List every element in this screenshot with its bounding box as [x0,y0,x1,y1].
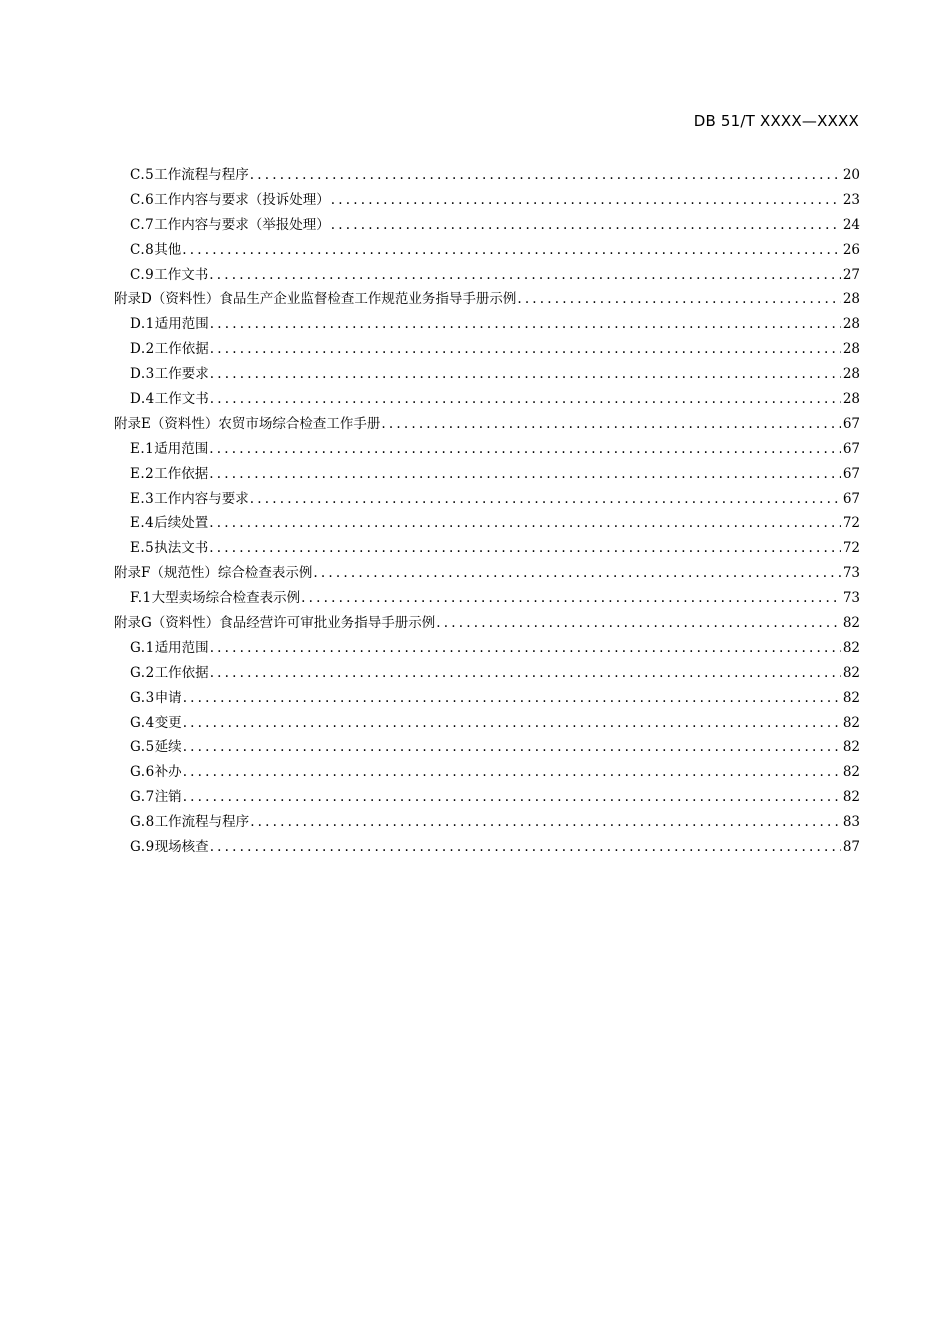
toc-entry[interactable] [114,263,860,288]
toc-annex-entry[interactable] [114,287,860,312]
toc-page-number: 82 [842,714,860,731]
toc-dot-leader [301,586,841,611]
toc-entry[interactable] [114,785,860,810]
toc-entry[interactable] [114,238,860,263]
toc-entry-title: 适用范围 [154,440,209,457]
toc-dot-leader [331,188,841,213]
toc-dot-leader [209,511,841,536]
toc-page-number: 72 [842,540,860,557]
toc-entry-title: 食品生产企业监督检查工作规范业务指导手册示例 [219,291,517,308]
toc-dot-leader [210,636,841,661]
toc-annex-label: 附录G（资料性） [114,615,220,632]
toc-entry[interactable] [114,487,860,512]
toc-entry-title: 工作内容与要求 [154,490,249,507]
toc-entry-title: 工作依据 [154,341,209,358]
toc-page-number: 82 [842,789,860,806]
toc-dot-leader [209,462,841,487]
toc-entry-number: D.2 [130,341,155,358]
toc-entry[interactable] [114,188,860,213]
toc-entry-number: G.2 [130,664,155,681]
toc-entry-number: E.2 [130,465,155,482]
toc-page-number: 20 [842,167,860,183]
toc-page-number: 82 [842,739,860,756]
toc-entry-title: 工作文书 [154,266,209,283]
toc-entry-title: 其他 [154,241,182,258]
toc-page-number: 67 [842,465,860,482]
toc-page-number: 82 [842,689,860,706]
toc-page-number: 28 [842,366,860,383]
toc-entry[interactable] [114,735,860,760]
toc-page-number: 67 [842,490,860,507]
toc-page-number: 82 [842,664,860,681]
toc-dot-leader [183,735,841,760]
toc-entry-number: G.1 [130,639,155,656]
toc-entry[interactable] [114,810,860,835]
toc-entry[interactable] [114,387,860,412]
toc-entry-title: 工作内容与要求（投诉处理） [154,191,330,208]
toc-dot-leader [183,785,841,810]
toc-page-number: 26 [842,241,860,258]
toc-entry-number: E.5 [130,540,155,557]
toc-annex-label: 附录F（规范性） [114,565,218,582]
toc-dot-leader [313,561,840,586]
toc-entry-number: G.8 [130,814,155,831]
toc-entry[interactable] [114,636,860,661]
toc-entry-title: 后续处置 [154,515,209,532]
toc-entry-number: D.4 [130,391,155,408]
toc-dot-leader [250,810,841,835]
toc-page-number: 82 [842,639,860,656]
toc-entry-title: 现场核查 [154,839,209,856]
toc-entry-title: 食品经营许可审批业务指导手册示例 [219,615,436,632]
toc-dot-leader [183,711,841,736]
toc-entry-number: E.4 [130,515,155,532]
toc-entry-number: D.3 [130,366,155,383]
toc-dot-leader [182,238,841,263]
toc-entry[interactable] [114,437,860,462]
toc-page-number: 73 [842,565,860,582]
toc-entry-title: 注销 [154,789,182,806]
toc-entry[interactable] [114,661,860,686]
toc-page-number: 23 [842,191,860,208]
toc-entry-number: C.6 [130,191,155,208]
toc-entry-number: C.9 [130,266,155,283]
toc-entry-title: 大型卖场综合检查表示例 [151,590,301,607]
toc-entry[interactable] [114,586,860,611]
toc-entry-number: E.1 [130,440,155,457]
toc-annex-entry[interactable] [114,412,860,437]
toc-entry-title: 工作文书 [154,391,209,408]
toc-page-number: 24 [842,216,860,233]
toc-page-number: 73 [842,590,860,607]
toc-dot-leader [209,437,841,462]
toc-entry[interactable] [114,362,860,387]
toc-entry-number: G.5 [130,739,155,756]
toc-entry[interactable] [114,835,860,860]
toc-entry-number: G.7 [130,789,155,806]
toc-entry-number: C.5 [130,167,155,183]
toc-entry-title: 工作流程与程序 [154,167,249,183]
toc-entry-number: G.3 [130,689,155,706]
toc-entry-title: 农贸市场综合检查工作手册 [218,415,381,432]
toc-entry-number: C.7 [130,216,155,233]
toc-annex-entry[interactable] [114,611,860,636]
toc-dot-leader [210,362,841,387]
toc-dot-leader [517,287,840,312]
toc-entry[interactable] [114,462,860,487]
toc-entry[interactable] [114,213,860,238]
toc-entry-title: 执法文书 [154,540,209,557]
toc-entry-title: 补办 [154,764,182,781]
toc-entry-number: G.6 [130,764,155,781]
document-code-header: DB 51/T XXXX—XXXX [693,112,859,130]
toc-entry-title: 适用范围 [154,316,209,333]
toc-page-number: 82 [842,615,860,632]
toc-entry-title: 变更 [154,714,182,731]
toc-dot-leader [250,487,841,512]
toc-entry-title: 工作要求 [154,366,209,383]
toc-entry[interactable] [114,511,860,536]
toc-entry-title: 综合检查表示例 [217,565,313,582]
toc-entry[interactable] [114,686,860,711]
toc-entry-title: 申请 [154,689,182,706]
toc-page-number: 28 [842,341,860,358]
toc-dot-leader [183,760,841,785]
toc-entry-number: D.1 [130,316,155,333]
toc-annex-entry[interactable] [114,561,860,586]
toc-entry[interactable] [114,536,860,561]
toc-dot-leader [210,312,841,337]
toc-dot-leader [209,536,841,561]
toc-dot-leader [436,611,841,636]
toc-entry-number: G.9 [130,839,155,856]
toc-entry-title: 工作依据 [154,664,209,681]
toc-page-number: 67 [842,440,860,457]
toc-page-number: 87 [842,839,860,856]
toc-dot-leader [210,661,841,686]
toc-dot-leader [209,263,841,288]
table-of-contents [114,163,860,860]
toc-dot-leader [331,213,841,238]
toc-page-number: 28 [842,316,860,333]
toc-entry[interactable] [114,760,860,785]
toc-annex-label: 附录D（资料性） [114,291,220,308]
toc-entry[interactable] [114,337,860,362]
toc-entry-title: 工作依据 [154,465,209,482]
toc-dot-leader [210,387,841,412]
toc-dot-leader [210,337,841,362]
toc-page-number: 72 [842,515,860,532]
toc-entry[interactable] [114,312,860,337]
toc-entry-number: E.3 [130,490,155,507]
toc-page-number: 27 [842,266,860,283]
toc-dot-leader [183,686,841,711]
toc-dot-leader [381,412,840,437]
toc-page-number: 28 [842,391,860,408]
toc-entry-number: G.4 [130,714,155,731]
toc-dot-leader [250,163,841,188]
toc-annex-label: 附录E（资料性） [114,415,219,432]
toc-entry-number: F.1 [130,590,152,607]
toc-entry-number: C.8 [130,241,155,258]
toc-entry[interactable] [114,711,860,736]
toc-entry-title: 工作内容与要求（举报处理） [154,216,330,233]
toc-dot-leader [210,835,841,860]
toc-page-number: 83 [842,814,860,831]
toc-page-number: 67 [842,415,860,432]
toc-entry-title: 适用范围 [154,639,209,656]
toc-page-number: 82 [842,764,860,781]
toc-entry-title: 延续 [154,739,182,756]
toc-entry-title: 工作流程与程序 [154,814,250,831]
toc-entry[interactable] [114,163,860,188]
toc-page-number: 28 [842,291,860,308]
